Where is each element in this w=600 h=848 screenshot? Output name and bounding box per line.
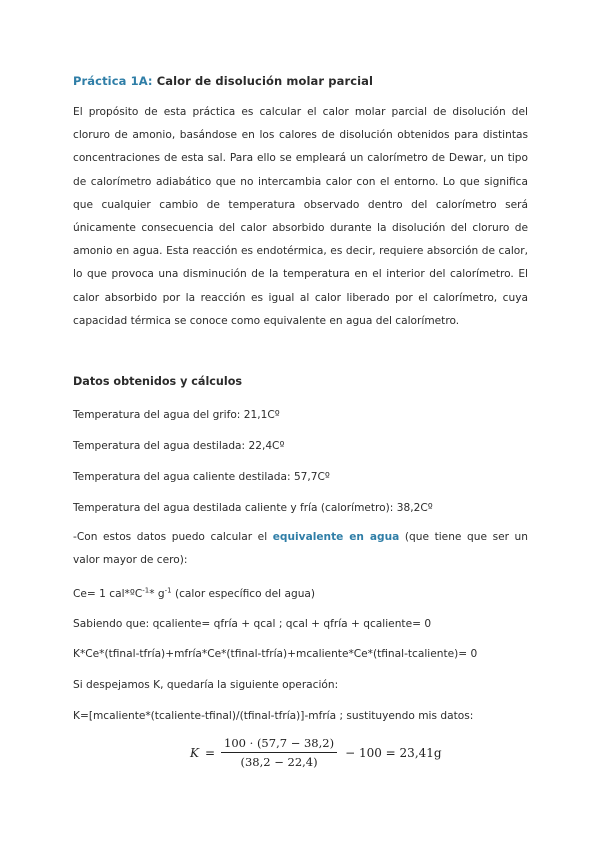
equiv-text-after: (que tiene que ser un valor mayor de cero): [73, 531, 528, 566]
page-title [73, 74, 373, 88]
equation-1: K*Ce*(tfinal-tfría)+mfría*Ce*(tfinal-tfría)+mcaliente*Ce*(tfinal-tcaliente)= 0 [73, 648, 478, 660]
practice-title: Calor de disolución molar parcial [156, 74, 374, 88]
temp-distilled-water: Temperatura del agua destilada: 22,4Cº [73, 440, 285, 452]
practice-label: Práctica 1A: [73, 74, 153, 88]
equivalent-paragraph [73, 526, 528, 572]
formula-equals: = [204, 745, 216, 760]
equiv-text-before: -Con estos datos puedo calcular el [73, 531, 273, 543]
clear-k-line: Si despejamos K, quedaría la siguiente operación: [73, 679, 339, 691]
formula-numerator: 100 · (57,7 − 38,2) [221, 736, 337, 753]
temp-tap-water: Temperatura del agua del grifo: 21,1Cº [73, 409, 280, 421]
k-formula [190, 736, 442, 769]
intro-paragraph: El propósito de esta práctica es calcular el calor molar parcial de disolución del cloruro de amonio, basándose en los calores de disolución obtenidos para distintas concentraciones de esta sal. Para ello se empleará un calorímetro de Dewar, un tipo de calorímetro adiabático que no intercambia calor con el entorno. Lo que significa que cualquier cambio de temperatura observado dentro del calorímetro será únicamente consecuencia del calor absorbido durante la disolución del cloruro de amonio en agua. Esta reacción es endotérmica, es decir, requiere absorción de calor, lo que provoca una disminución de la temperatura en el interior del calorímetro. El calor absorbido por la reacción es igual al calor liberado por el calorímetro, cuya capacidad térmica se conoce como equivalente en agua del calorímetro. [73, 106, 528, 327]
ce-text: Ce= 1 cal*ºC [73, 588, 143, 600]
specific-heat-line [73, 588, 528, 600]
equation-2: K=[mcaliente*(tcaliente-tfinal)/(tfinal-tfría)]-mfría ; sustituyendo mis datos: [73, 710, 474, 722]
ce-exponent-2: -1 [164, 586, 172, 595]
formula-fraction [221, 736, 337, 769]
ce-exponent-1: -1 [142, 586, 150, 595]
ce-text-mid: * g [149, 588, 165, 600]
equivalent-link[interactable]: equivalente en agua [272, 531, 400, 543]
temp-calorimeter: Temperatura del agua destilada caliente y fría (calorímetro): 38,2Cº [73, 502, 433, 514]
formula-result: − 100 = 23,41g [345, 745, 442, 760]
formula-denominator: (38,2 − 22,4) [240, 755, 318, 769]
section-title: Datos obtenidos y cálculos [73, 375, 243, 388]
temp-hot-distilled-water: Temperatura del agua caliente destilada: 57,7Cº [73, 471, 330, 483]
knowing-line: Sabiendo que: qcaliente= qfría + qcal ; qcal + qfría + qcaliente= 0 [73, 618, 432, 630]
formula-variable: K [190, 745, 199, 760]
ce-text-after: (calor específico del agua) [171, 588, 316, 600]
